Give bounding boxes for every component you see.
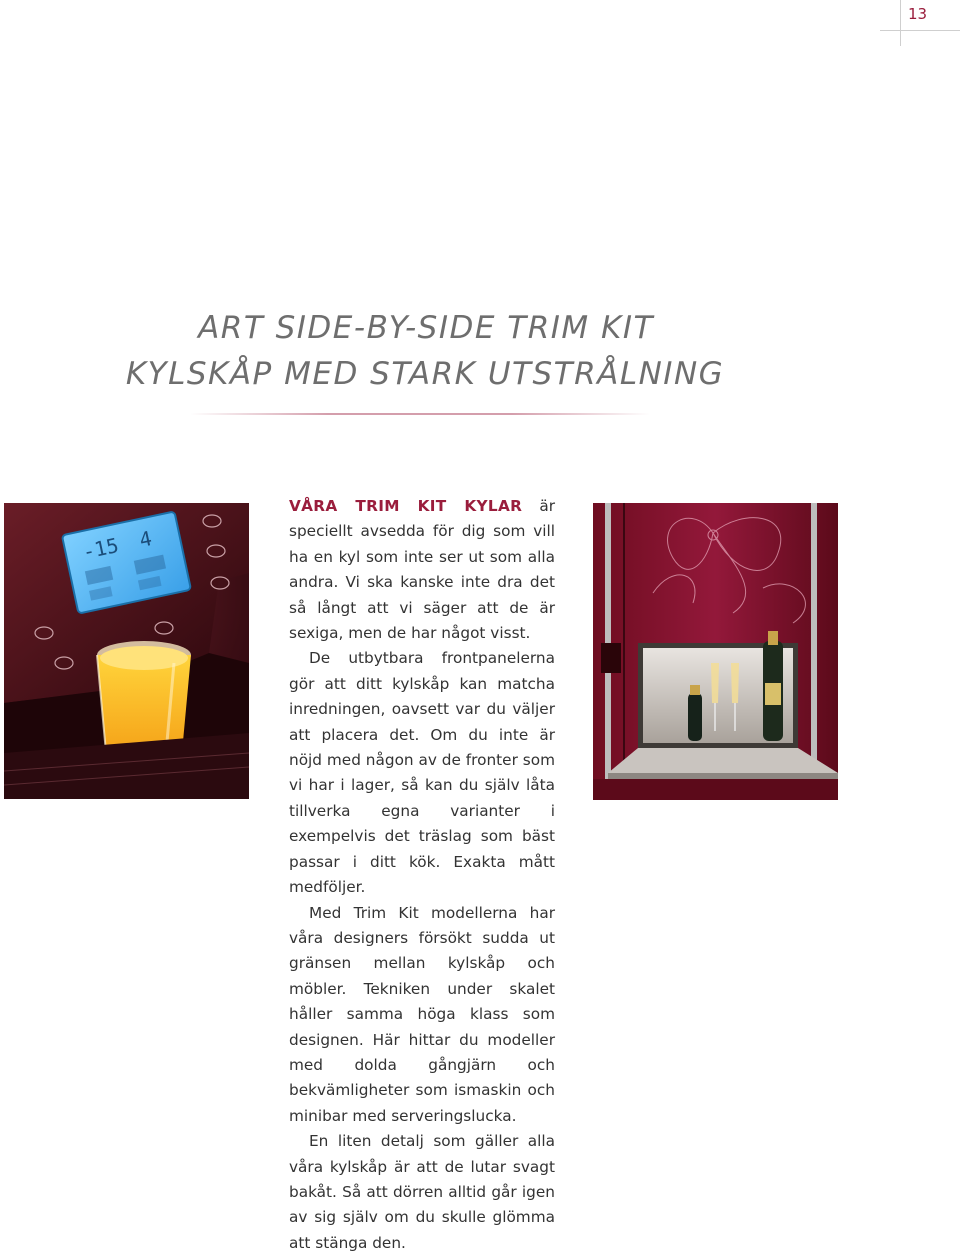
photo-juice-dispenser	[4, 503, 249, 799]
marker-horizontal-line	[880, 30, 960, 31]
juice-dispenser-illustration	[4, 503, 249, 799]
article-paragraph-1-text: är speciellt avsedda för dig som vill ha en kyl som inte ser ut som alla andra. Vi ska kanske inte dra det så långt att vi säger att de är sexiga, men de har något visst.	[289, 497, 556, 643]
title-line-2: KYLSKÅP MED STARK UTSTRÅLNING	[125, 356, 725, 392]
article-paragraph-4: En liten detalj som gäller alla våra kylskåp är att de lutar svagt bakåt. Så att dörren alltid går igen av sig själv om du skulle glömma att stänga den.	[289, 1132, 555, 1252]
page-number: 13	[908, 5, 928, 23]
lcd-freezer-temp: -15	[80, 533, 121, 565]
article-paragraph-2: De utbytbara frontpanelerna gör att ditt kylskåp kan matcha inredningen, oavsett var du väljer att placera det. Om du inte är nöjd med någon av de fronter som vi har i lager, så kan du själv låta tillverka egna varianter i exempelvis det träslag som bäst passar i ditt kök. Exakta mått medföljer.	[289, 649, 555, 897]
marker-vertical-line	[900, 0, 901, 46]
minibar-illustration	[593, 503, 838, 800]
page-number-marker	[900, 0, 960, 30]
lcd-fridge-temp: 4	[137, 526, 154, 552]
article-lead: VÅRA TRIM KIT KYLAR	[289, 497, 523, 515]
page-title	[0, 305, 850, 397]
title-divider	[190, 413, 650, 415]
article-paragraph-1	[289, 494, 555, 646]
article-paragraph-3: Med Trim Kit modellerna har våra designers försökt sudda ut gränsen mellan kylskåp och möbler. Tekniken under skalet håller samma höga klass som designen. Här hittar du modeller med dolda gångjärn och bekvämligheter som ismaskin och minibar med serveringslucka.	[289, 903, 555, 1125]
photo-minibar-fridge	[593, 503, 838, 800]
title-line-1: ART SIDE-BY-SIDE TRIM KIT	[198, 310, 654, 346]
article-body	[289, 494, 555, 1256]
